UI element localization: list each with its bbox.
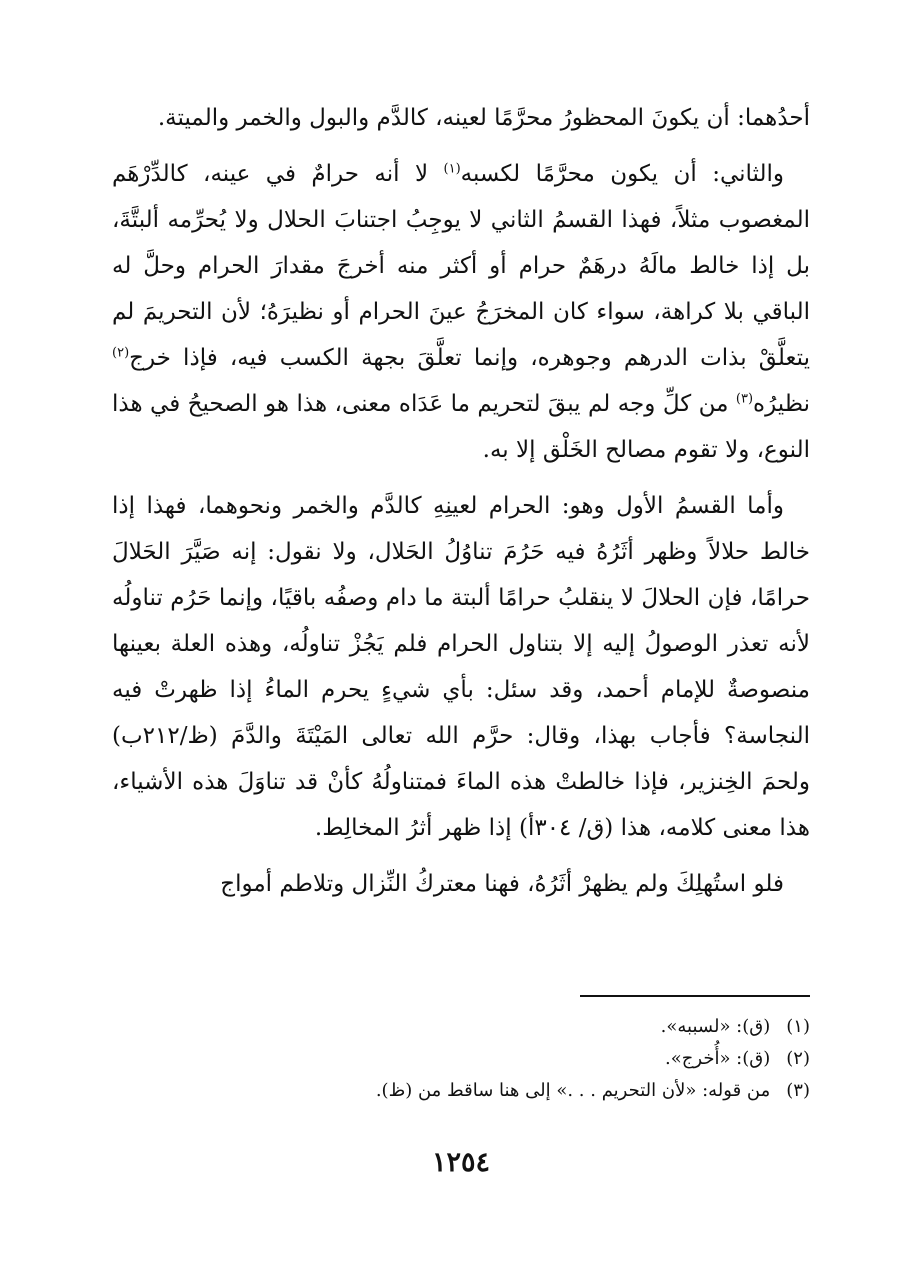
footnote-ref-3[interactable]: (٣) xyxy=(735,391,754,407)
paragraph-4 xyxy=(112,861,810,907)
paragraph-1 xyxy=(112,95,810,141)
footnote-ref-2[interactable]: (٢) xyxy=(112,345,130,361)
paragraph-3 xyxy=(112,483,810,851)
paragraph-2-text-middle: لا أنه حرامٌ في عينه، كالدِّرْهَم المغصوب مثلاً، فهذا القسمُ الثاني لا يوجِبُ اجتنابَ الحلال ولا يُحرِّمه ألبتَّةَ، بل إذا خالط مالَهُ درهَمٌ حرام أو أكثر منه أخرجَ مقدارَ الحرام وحلَّ له الباقي بلا كراهة، سواء كان المخرَجُ عينَ الحرام أو نظيرَهُ؛ لأن التحريمَ لم يتعلَّقْ بذات الدرهم وجوهره، وإنما تعلَّقَ بجهة الكسب فيه، فإذا خرج xyxy=(112,161,810,371)
footnote-number: (٢) xyxy=(786,1048,810,1069)
paragraph-2 xyxy=(112,151,810,473)
footnote-text: (ق): «لسببه». xyxy=(660,1016,771,1037)
footnotes-section xyxy=(112,1011,810,1107)
paragraph-3-text: وأما القسمُ الأول وهو: الحرام لعينِهِ كالدَّم والخمر ونحوهما، فهذا إذا خالط حلالاً وظهر أثَرُهُ فيه حَرُمَ تناوُلُ الحَلال، ولا نقول: إنه صَيَّرَ الحَلالَ حرامًا، فإن الحلالَ لا ينقلبُ حرامًا ألبتة ما دام وصفُه باقيًا، وإنما حَرُم تناولُه لأنه تعذر الوصولُ إليه إلا بتناول الحرام فلم يَجُزْ تناولُه، وهذه العلة بعينها منصوصةٌ للإمام أحمد، وقد سئل: بأي شيءٍ يحرم الماءُ إذا ظهرتْ فيه النجاسة؟ فأجاب بهذا، وقال: حرَّم الله تعالى المَيْتَةَ والدَّمَ (ظ/٢١٢ب) ولحمَ الخِنزير، فإذا خالطتْ هذه الماءَ فمتناولُهُ كأنْ قد تناوَلَ هذه الأشياء، هذا معنى كلامه، هذا (ق/ ٣٠٤أ) إذا ظهر أثرُ المخالِط. xyxy=(112,493,810,841)
paragraph-2-text-start: والثاني: أن يكون محرَّمًا لكسبه xyxy=(460,161,784,187)
paragraph-4-text: فلو استُهلِكَ ولم يظهرْ أثَرُهُ، فهنا معتركُ النِّزال وتلاطم أمواج xyxy=(220,871,784,897)
paragraph-1-text: أحدُهما: أن يكونَ المحظورُ محرَّمًا لعينه، كالدَّم والبول والخمر والميتة. xyxy=(157,105,810,131)
footnote-divider xyxy=(580,995,810,997)
footnote-1 xyxy=(112,1011,810,1043)
page-number: ١٢٥٤ xyxy=(431,1147,490,1178)
paragraph-2-text-end: من كلِّ وجه لم يبقَ لتحريم ما عَدَاه معنى، هذا هو الصحيحُ في هذا النوع، ولا تقوم مصالح الخَلْق إلا به. xyxy=(112,391,810,463)
footnote-3 xyxy=(112,1075,810,1107)
footnote-number: (١) xyxy=(786,1016,810,1037)
footnote-text: (ق): «أُخرج». xyxy=(665,1048,771,1069)
document-page xyxy=(112,95,810,1205)
paragraph-2-text-middle-2: نظيرُه xyxy=(753,391,810,417)
footnote-number: (٣) xyxy=(786,1080,810,1101)
footnote-text: من قوله: «لأن التحريم . . .» إلى هنا ساقط من (ظ). xyxy=(375,1080,771,1101)
footnote-ref-1[interactable]: (١) xyxy=(443,161,461,177)
footnote-2 xyxy=(112,1043,810,1075)
main-text xyxy=(112,95,810,907)
